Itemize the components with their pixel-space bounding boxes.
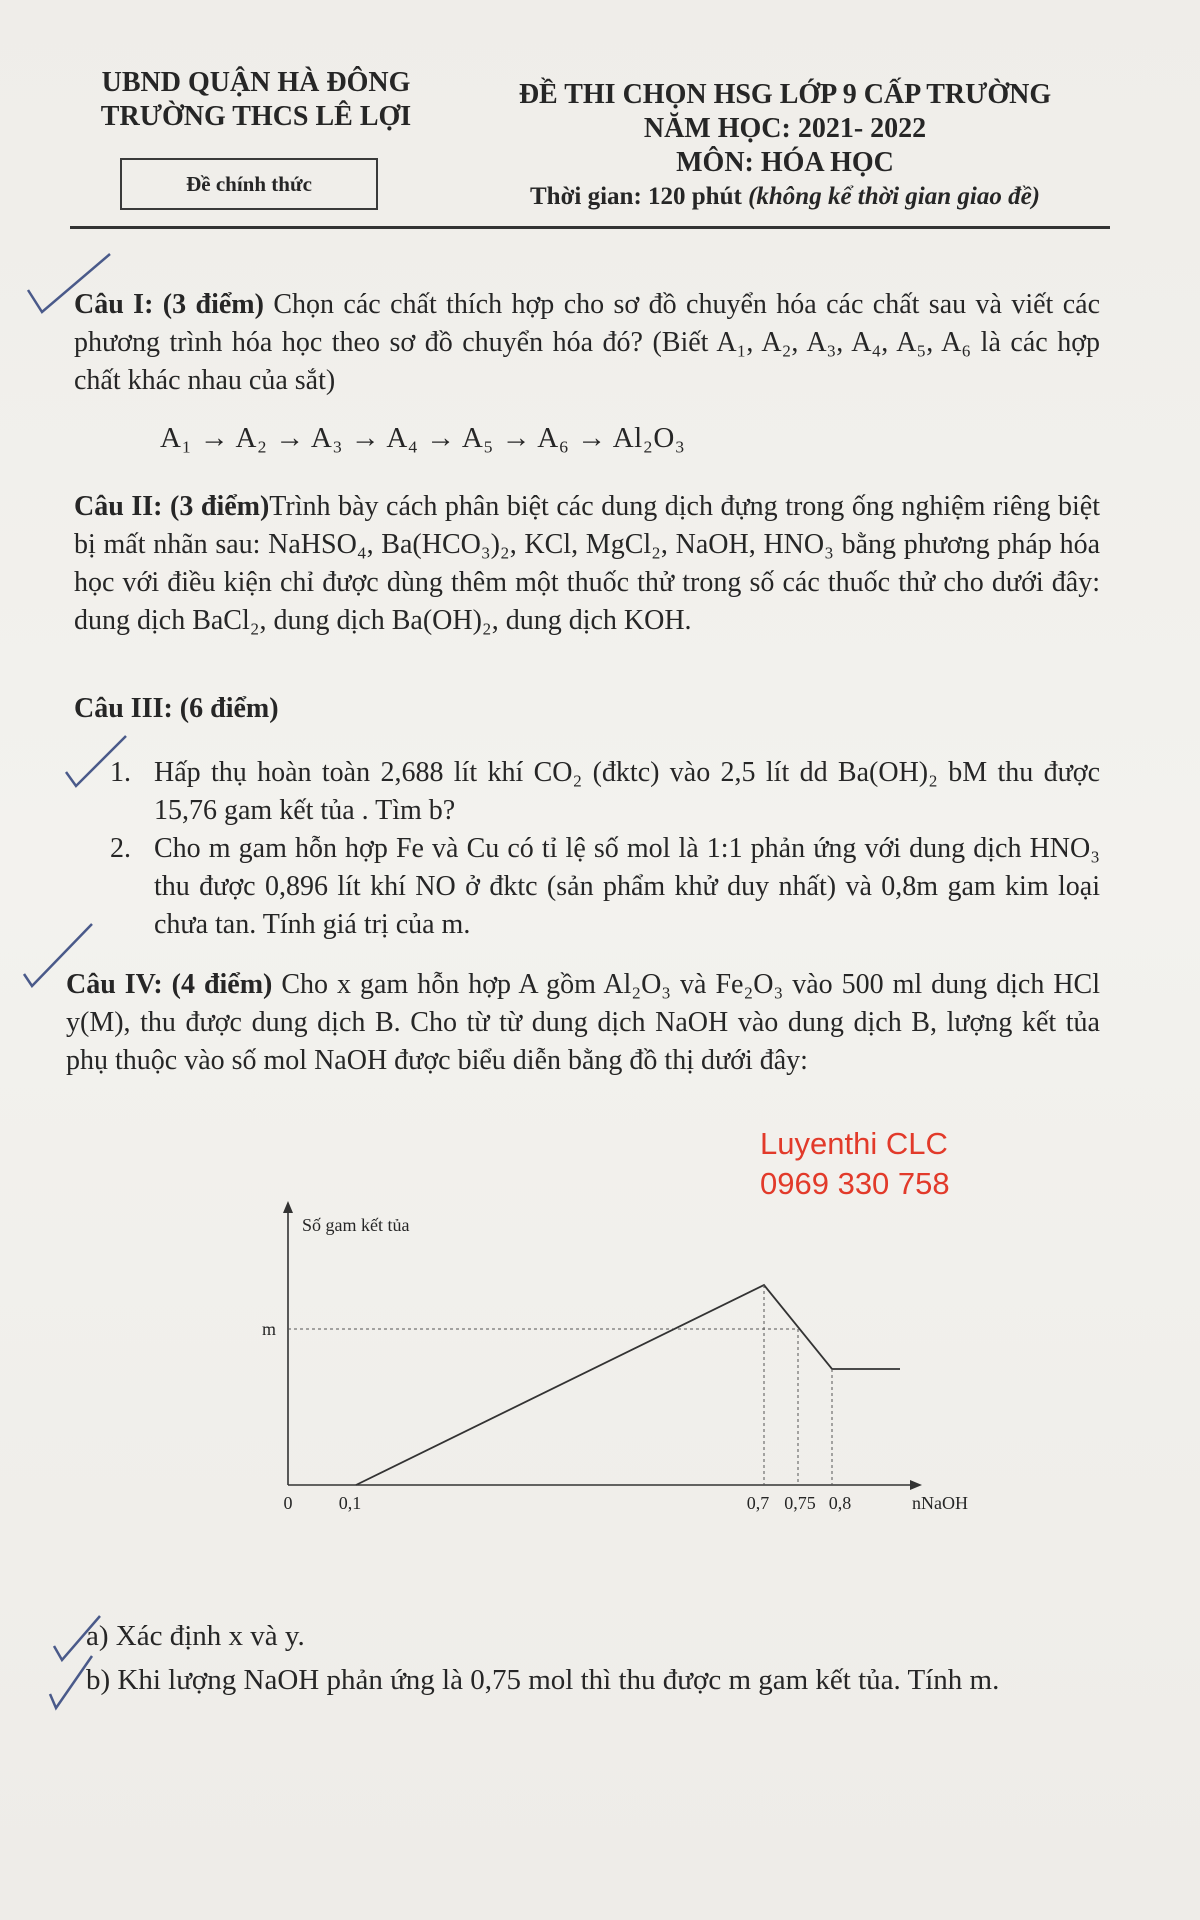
x-axis-arrow — [910, 1480, 922, 1490]
item-number: 2. — [110, 833, 131, 864]
exam-header — [470, 78, 1100, 214]
item-text: Cho m gam hỗn hợp Fe và Cu có tỉ lệ số mol là 1:1 phản ứng với dung dịch HNO₃ thu được 0,896 lít khí NO ở đktc (sản phẩm khử duy nhất) và 0,8m gam kim loại chưa tan. Tính giá trị của m. — [154, 833, 1100, 940]
y-axis-arrow — [283, 1201, 293, 1213]
item-text: Hấp thụ hoàn toàn 2,688 lít khí CO₂ (đktc) vào 2,5 lít dd Ba(OH)₂ bM thu được 15,76 gam kết tủa . Tìm b? — [154, 757, 1100, 826]
watermark — [760, 1124, 950, 1204]
question-4-title: Câu IV: (4 điểm) — [66, 969, 273, 1000]
district-name: UBND QUẬN HÀ ĐÔNG — [101, 67, 411, 98]
question-4-text: Cho x gam hỗn hợp A gồm Al₂O₃ và Fe₂O₃ vào 500 ml dung dịch HCl y(M), thu được dung dịch B. Cho từ từ dung dịch NaOH vào dung dịch B, lượng kết tủa phụ thuộc vào số mol NaOH được biểu diễn bằng đồ thị dưới đây: — [66, 969, 1100, 1076]
subject: MÔN: HÓA HỌC — [676, 147, 894, 178]
time-note: (không kể thời gian giao đề) — [748, 183, 1040, 210]
conversion-chain: A₁ → A₂ → A₃ → A₄ → A₅ → A₆ → Al₂O₃ — [160, 422, 686, 454]
question-2-title: Câu II: (3 điểm) — [74, 491, 270, 522]
official-label: Đề chính thức — [186, 172, 312, 196]
watermark-name: Luyenthi CLC — [760, 1126, 948, 1161]
question-4-part-a: a) Xác định x và y. — [86, 1620, 305, 1652]
x-axis-label: nNaOH — [912, 1493, 968, 1513]
question-1-text: Chọn các chất thích hợp cho sơ đồ chuyển hóa các chất sau và viết các phương trình hóa học theo sơ đồ chuyển hóa đó? (Biết A₁, A₂, A₃, A₄, A₅, A₆ là các hợp chất khác nhau của sắt) — [74, 289, 1100, 396]
x-tick-label: 0,8 — [828, 1493, 852, 1513]
question-2 — [74, 488, 1100, 640]
y-axis-label: Số gam kết tủa — [302, 1215, 410, 1235]
x-tick-label: 0,75 — [784, 1493, 816, 1513]
exam-title: ĐỀ THI CHỌN HSG LỚP 9 CẤP TRƯỜNG — [518, 79, 1052, 110]
series-line — [356, 1285, 900, 1485]
question-2-text: Trình bày cách phân biệt các dung dịch đựng trong ống nghiệm riêng biệt bị mất nhãn sau: NaHSO₄, Ba(HCO₃)₂, KCl, MgCl₂, NaOH, HNO₃ bằng phương pháp hóa học với điều kiện chỉ được dùng thêm một thuốc thử trong số các thuốc thử cho dưới đây: dung dịch BaCl₂, dung dịch Ba(OH)₂, dung dịch KOH. — [74, 491, 1100, 636]
official-stamp-box — [120, 158, 378, 210]
y-tick-label: m — [261, 1319, 276, 1339]
question-3 — [74, 690, 1100, 728]
question-1 — [74, 286, 1100, 400]
school-name: TRƯỜNG THCS LÊ LỢI — [100, 101, 412, 132]
school-header — [86, 66, 426, 134]
question-3-title: Câu III: (6 điểm) — [74, 693, 279, 724]
question-4 — [66, 966, 1100, 1080]
header-divider — [70, 226, 1110, 229]
x-tick-label: 0,7 — [746, 1493, 770, 1513]
item-number: 1. — [110, 757, 131, 788]
x-tick-label: 0,1 — [338, 1493, 362, 1513]
precipitate-chart — [260, 1195, 968, 1525]
question-4-part-b: b) Khi lượng NaOH phản ứng là 0,75 mol thì thu được m gam kết tủa. Tính m. — [86, 1664, 1000, 1696]
time-label: Thời gian: 120 phút — [529, 183, 742, 210]
exam-time — [470, 180, 1100, 214]
question-1-title: Câu I: (3 điểm) — [74, 289, 264, 320]
origin-label: 0 — [283, 1493, 293, 1513]
watermark-phone: 0969 330 758 — [760, 1166, 950, 1201]
school-year: NĂM HỌC: 2021- 2022 — [643, 113, 927, 144]
